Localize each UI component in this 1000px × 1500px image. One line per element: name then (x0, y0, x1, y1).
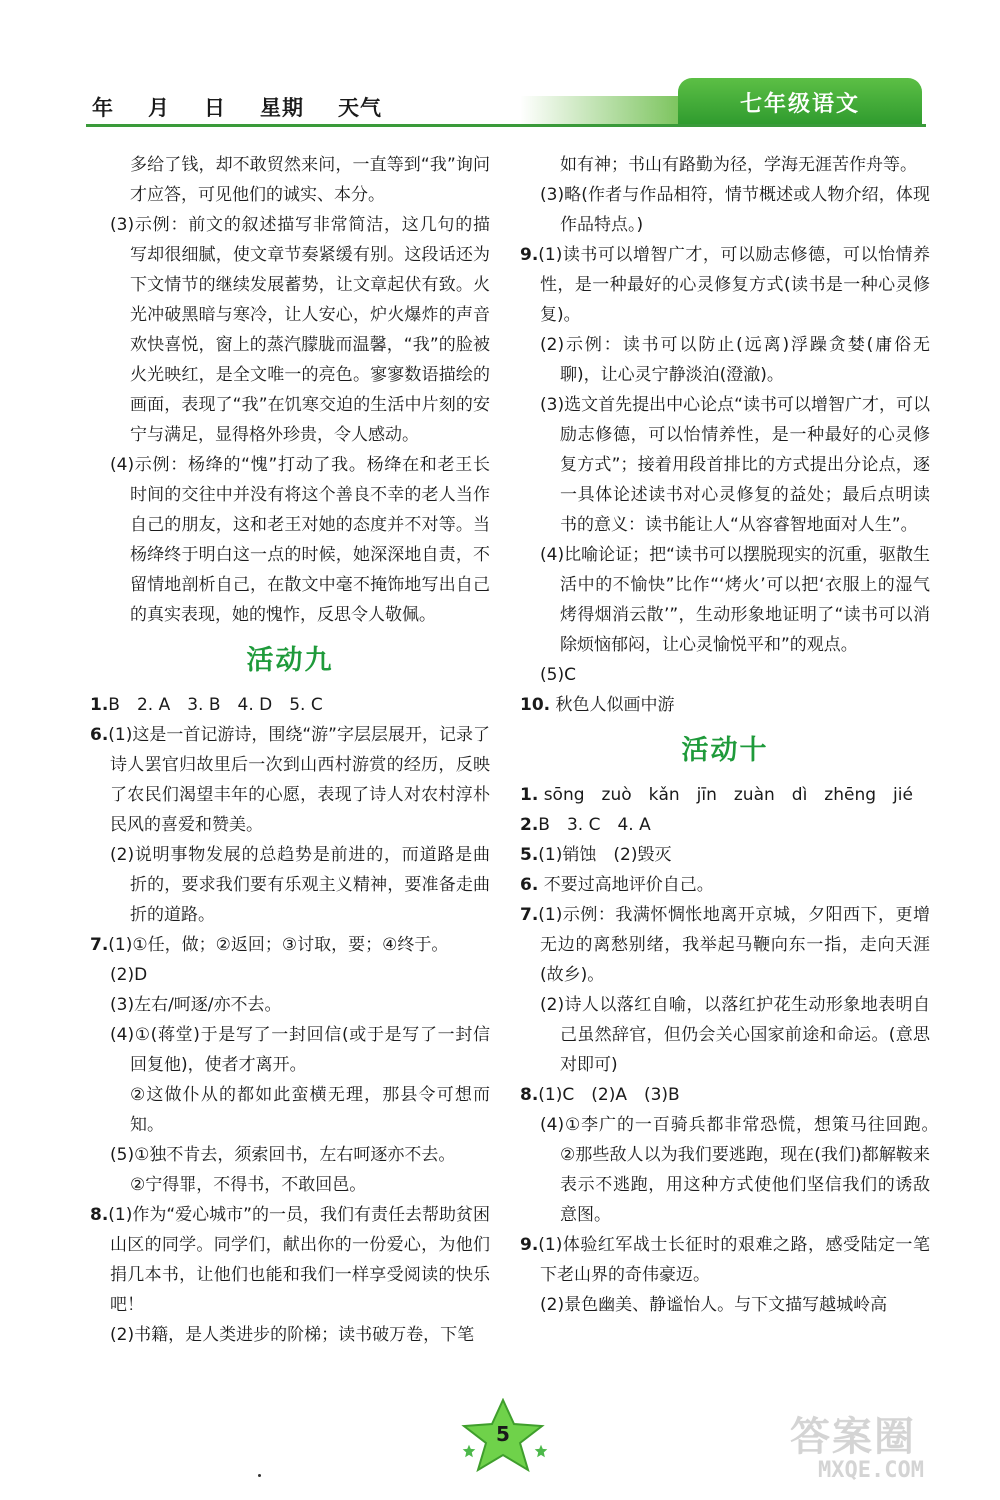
answer-text: (1)①任，做；②返回；③讨取，要；④终于。 (108, 935, 449, 955)
question-number: 2. (520, 815, 539, 835)
date-line (92, 92, 382, 122)
answer-item (520, 870, 930, 900)
answer-text: 不要过高地评价自己。 (543, 875, 714, 895)
question-number: 7. (90, 935, 109, 955)
header-fade-decoration (520, 96, 680, 124)
answer-item (90, 690, 490, 720)
page-number: 5 (496, 1422, 510, 1446)
section-title-activity-10: 活动十 (681, 735, 769, 766)
date-field-weather: 天气 (338, 96, 382, 120)
answer-text: (1)读书可以增智广才，可以励志修德，可以怡情养性，是一种最好的心灵修复方式(读书是一种心灵修复)。 (538, 245, 930, 325)
watermark-url: MXQE.COM (818, 1458, 924, 1483)
answer-text: 多给了钱，却不敢贸然来问，一直等到“我”询问才应答，可见他们的诚实、本分。 (130, 155, 490, 205)
question-number: 1. (90, 695, 109, 715)
answer-text: 如有神；书山有路勤为径，学海无涯苦作舟等。 (560, 155, 917, 175)
answer-text: B 2. A 3. B 4. D 5. C (108, 695, 323, 715)
answer-text: (1)销蚀 (2)毁灭 (538, 845, 672, 865)
grade-subject-tab: 七年级语文 (678, 78, 922, 126)
question-number: 6. (90, 725, 109, 745)
answer-item (520, 1230, 930, 1290)
page-header (0, 0, 1000, 135)
answer-text: ②这做仆从的都如此蛮横无理，那县令可想而知。 (130, 1085, 490, 1135)
date-field-year: 年 (92, 96, 114, 120)
answer-text: (3)略(作者与作品相符，情节概述或人物介绍，体现作品特点。) (540, 185, 930, 235)
question-number: 8. (90, 1205, 109, 1225)
answer-text: (4)①李广的一百骑兵都非常恐慌，想策马往回跑。 ②那些敌人以为我们要逃跑，现在(我们)都解鞍来表示不逃跑，用这种方式使他们坚信我们的诱敌意图。 (540, 1115, 947, 1225)
answer-text: (2)书籍，是人类进步的阶梯；读书破万卷，下笔 (110, 1325, 475, 1345)
answer-item (520, 240, 930, 330)
answer-text: (2)示例：读书可以防止(远离)浮躁贪婪(庸俗无聊)，让心灵宁静淡泊(澄澈)。 (540, 335, 930, 385)
pinyin-answers: sōng zuò kǎn jīn zuàn dì zhēng jié (543, 785, 913, 805)
answer-text: (4)比喻论证；把“读书可以摆脱现实的沉重，驱散生活中的不愉快”比作“‘烤火’可以把‘衣服上的湿气烤得烟消云散’”，生动形象地证明了“读书可以消除烦恼郁闷，让心灵愉悦平和”的观点。 (540, 545, 930, 655)
date-field-weekday: 星期 (260, 96, 304, 120)
answer-text: 秋色人似画中游 (555, 695, 675, 715)
answer-text: (3)选文首先提出中心论点“读书可以增智广才，可以励志修德，可以怡情养性，是一种最好的心灵修复方式”；接着用段首排比的方式提出分论点，逐一具体论述读书对心灵修复的益处；最后点明读书的意义：读书能让人“从容睿智地面对人生”。 (540, 395, 930, 535)
answer-item (520, 780, 930, 810)
answer-text: (3)左右/呵逐/亦不去。 (110, 995, 282, 1015)
answer-text: (1)作为“爱心城市”的一员，我们有责任去帮助贫困山区的同学。同学们，献出你的一份爱心，为他们捐几本书，让他们也能和我们一样享受阅读的快乐吧！ (108, 1205, 490, 1315)
answer-text: (2)说明事物发展的总趋势是前进的，而道路是曲折的，要求我们要有乐观主义精神，要准备走曲折的道路。 (110, 845, 490, 925)
answer-item (520, 900, 930, 990)
question-number: 8. (520, 1085, 539, 1105)
date-field-day: 日 (204, 96, 226, 120)
answer-item (520, 690, 930, 720)
right-column (520, 150, 947, 1320)
question-number: 6. (520, 875, 539, 895)
question-number: 9. (520, 245, 539, 265)
answer-item (90, 1200, 490, 1320)
header-rule (86, 124, 926, 127)
answer-text: (5)①独不肯去，须索回书，左右呵逐亦不去。 (110, 1145, 456, 1165)
section-title-activity-9: 活动九 (246, 645, 334, 676)
answer-text: (4)示例：杨绛的“愧”打动了我。杨绛在和老王长时间的交往中并没有将这个善良不幸的老人当作自己的朋友，这和老王对她的态度并不对等。当杨绛终于明白这一点的时候，她深深地自责，不留情地剖析自己，在散文中毫不掩饰地写出自己的真实表现，她的愧怍，反思令人敬佩。 (110, 455, 490, 625)
question-number: 7. (520, 905, 539, 925)
answer-item (520, 840, 930, 870)
date-field-month: 月 (148, 96, 170, 120)
question-number: 5. (520, 845, 539, 865)
left-column (90, 150, 490, 1350)
question-number: 9. (520, 1235, 539, 1255)
answer-item (520, 810, 930, 840)
page-number-star (458, 1398, 548, 1474)
answer-item (520, 1080, 930, 1110)
answer-text: (1)示例：我满怀惆怅地离开京城，夕阳西下，更增无边的离愁别绪，我举起马鞭向东一指，走向天涯(故乡)。 (538, 905, 930, 985)
question-number: 10. (520, 695, 551, 715)
answer-text: (5)C (540, 665, 576, 685)
print-speck (258, 1474, 261, 1477)
small-star-icon (462, 1444, 476, 1458)
answer-text: (2)景色幽美、静谧怡人。与下文描写越城岭高 (540, 1295, 888, 1315)
answer-text: (1)体验红军战士长征时的艰难之路，感受陆定一笔下老山界的奇伟豪迈。 (538, 1235, 930, 1285)
answer-text: B 3. C 4. A (538, 815, 651, 835)
answer-item (90, 930, 490, 960)
answer-text: ②宁得罪，不得书，不敢回邑。 (130, 1175, 367, 1195)
answer-text: (2)诗人以落红自喻，以落红护花生动形象地表明自己虽然辞官，但仍会关心国家前途和命运。(意思对即可) (540, 995, 930, 1075)
answer-text: (1)这是一首记游诗，围绕“游”字层层展开，记录了诗人罢官归故里后一次到山西村游赏的经历，反映了农民们渴望丰年的心愿，表现了诗人对农村淳朴民风的喜爱和赞美。 (108, 725, 490, 835)
answer-text: (4)①(蒋堂)于是写了一封回信(或于是写了一封信回复他)，使者才离开。 (110, 1025, 490, 1075)
answer-text: (3)示例：前文的叙述描写非常简洁，这几句的描写却很细腻，使文章节奏紧缓有别。这段话还为下文情节的继续发展蓄势，让文章起伏有致。火光冲破黑暗与寒冷，让人安心，炉火爆炸的声音欢快喜悦，窗上的蒸汽朦胧而温馨，“我”的脸被火光映红，是全文唯一的亮色。寥寥数语描绘的画面，表现了“我”在饥寒交迫的生活中片刻的安宁与满足，显得格外珍贵，令人感动。 (110, 215, 490, 445)
answer-text: (2)D (110, 965, 148, 985)
watermark-logo: 答案圈 (790, 1414, 916, 1460)
question-number: 1. (520, 785, 539, 805)
answer-item (90, 720, 490, 840)
answer-text: (1)C (2)A (3)B (538, 1085, 680, 1105)
small-star-icon (534, 1444, 548, 1458)
